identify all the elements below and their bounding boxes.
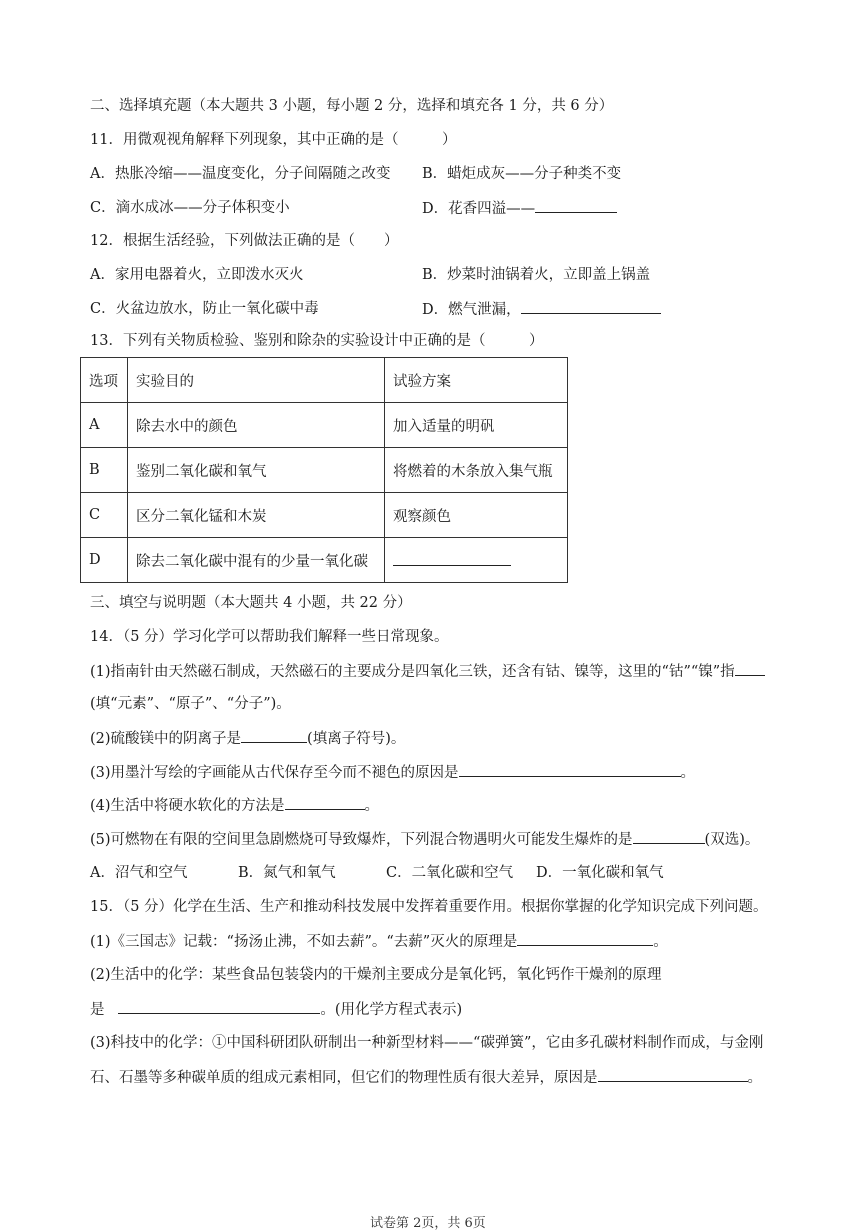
q15-part-3-cont: 石、石墨等多种碳单质的组成元素相同，但它们的物理性质有很大差异，原因是 。 — [90, 1067, 762, 1088]
q14-option-d[interactable]: D．一氧化碳和氧气 — [536, 865, 664, 881]
q12-answer-blank[interactable] — [521, 299, 661, 314]
row-option: B — [81, 448, 128, 493]
q14-part-1: (1)指南针由天然磁石制成，天然磁石的主要成分是四氧化三铁，还含有钴、镍等，这里的“钴”“镍”指 — [90, 661, 765, 682]
table-header-option: 选项 — [81, 358, 128, 403]
q13-stem: 13．下列有关物质检验、鉴别和除杂的实验设计中正确的是（ ） — [90, 333, 544, 349]
q15-part-2-answer: 是 。(用化学方程式表示) — [90, 999, 462, 1020]
q11-option-d-label: D．花香四溢—— — [422, 201, 536, 217]
q11-option-d[interactable] — [422, 198, 617, 219]
q14-part-5: (5)可燃物在有限的空间里急剧燃烧可导致爆炸，下列混合物遇明火可能发生爆炸的是 (双选)。 — [90, 829, 759, 850]
q15-part-3: (3)科技中的化学：①中国科研团队研制出一种新型材料——“碳弹簧”，它由多孔碳材料制作而成，与金刚 — [90, 1035, 764, 1051]
row-purpose: 除去二氧化碳中混有的少量一氧化碳 — [128, 538, 385, 583]
q15-1-answer-blank[interactable] — [517, 931, 653, 946]
q12-option-d[interactable] — [422, 299, 661, 320]
row-plan: 观察颜色 — [385, 493, 568, 538]
q11-stem: 11．用微观视角解释下列现象，其中正确的是（ ） — [90, 132, 457, 148]
row-option: C — [81, 493, 128, 538]
q14-option-b[interactable]: B．氮气和氧气 — [238, 865, 336, 881]
row-purpose: 鉴别二氧化碳和氧气 — [128, 448, 385, 493]
q14-option-c[interactable]: C．二氧化碳和空气 — [386, 865, 514, 881]
section-2-header: 二、选择填充题（本大题共 3 小题，每小题 2 分，选择和填充各 1 分，共 6 分） — [90, 98, 614, 114]
q13-answer-blank[interactable] — [393, 551, 511, 566]
q14-3-answer-blank[interactable] — [459, 762, 681, 777]
q14-2-answer-blank[interactable] — [241, 728, 307, 743]
table-row[interactable] — [81, 493, 568, 538]
row-option: A — [81, 403, 128, 448]
q14-4-answer-blank[interactable] — [285, 795, 365, 810]
q14-part-4: (4)生活中将硬水软化的方法是 。 — [90, 795, 379, 816]
q14-stem: 14．（5 分）学习化学可以帮助我们解释一些日常现象。 — [90, 629, 449, 645]
row-plan: 将燃着的木条放入集气瓶 — [385, 448, 568, 493]
table-header-plan: 试验方案 — [385, 358, 568, 403]
table-header-purpose: 实验目的 — [128, 358, 385, 403]
table-header-row — [81, 358, 568, 403]
table-row[interactable] — [81, 403, 568, 448]
section-3-header: 三、填空与说明题（本大题共 4 小题，共 22 分） — [90, 595, 412, 611]
q15-3-answer-blank[interactable] — [598, 1067, 748, 1082]
q15-part-2: (2)生活中的化学：某些食品包装袋内的干燥剂主要成分是氧化钙，氧化钙作干燥剂的原理 — [90, 967, 662, 983]
q15-stem: 15．（5 分）化学在生活、生产和推动科技发展中发挥着重要作用。根据你掌握的化学知识完成下列问题。 — [90, 899, 768, 915]
q14-part-3: (3)用墨汁写绘的字画能从古代保存至今而不褪色的原因是 。 — [90, 762, 695, 783]
page-number-footer: 试卷第 2页，共 6页 — [370, 1216, 486, 1231]
table-row[interactable] — [81, 538, 568, 583]
row-purpose: 区分二氧化锰和木炭 — [128, 493, 385, 538]
q12-option-c[interactable]: C．火盆边放水，防止一氧化碳中毒 — [90, 301, 319, 317]
q11-option-c[interactable]: C．滴水成冰——分子体积变小 — [90, 200, 290, 216]
q15-part-1: (1)《三国志》记载：“扬汤止沸，不如去薪”。“去薪”灭火的原理是 。 — [90, 931, 668, 952]
q14-option-a[interactable]: A．沼气和空气 — [90, 865, 188, 881]
q11-option-a[interactable]: A．热胀冷缩——温度变化，分子间隔随之改变 — [90, 166, 391, 182]
q13-experiment-table — [80, 357, 568, 583]
row-purpose: 除去水中的颜色 — [128, 403, 385, 448]
row-option: D — [81, 538, 128, 583]
q11-option-b[interactable]: B．蜡炬成灰——分子种类不变 — [422, 166, 622, 182]
q14-part-2: (2)硫酸镁中的阴离子是 (填离子符号)。 — [90, 728, 405, 749]
q14-1-answer-blank[interactable] — [735, 661, 765, 676]
q14-5-answer-blank[interactable] — [633, 829, 705, 844]
table-row[interactable] — [81, 448, 568, 493]
q12-stem: 12．根据生活经验，下列做法正确的是（ ） — [90, 233, 399, 249]
q11-answer-blank[interactable] — [535, 198, 617, 213]
q15-2-answer-blank[interactable] — [118, 999, 320, 1014]
q12-option-d-label: D．燃气泄漏， — [422, 302, 521, 318]
q12-option-b[interactable]: B．炒菜时油锅着火，立即盖上锅盖 — [422, 267, 651, 283]
q14-part-1-hint: (填“元素”、“原子”、“分子”)。 — [90, 696, 291, 712]
row-plan: 加入适量的明矾 — [385, 403, 568, 448]
q12-option-a[interactable]: A．家用电器着火，立即泼水灭火 — [90, 267, 304, 283]
row-plan-blank-cell[interactable] — [385, 538, 568, 583]
